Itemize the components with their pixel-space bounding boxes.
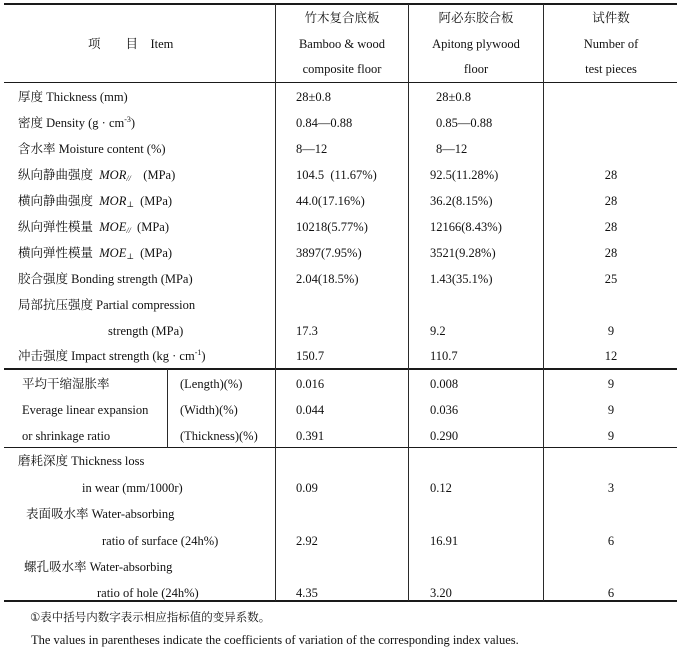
row-thickness-label: 厚度 Thickness (mm) (18, 90, 128, 104)
expansion-length-bamboo: 0.016 (296, 377, 325, 391)
table-bottom-rule (4, 600, 677, 602)
row-wear-bamboo: 0.09 (296, 481, 318, 495)
row-bonding-bamboo: 2.04(18.5%) (296, 272, 359, 286)
row-surface-absorb-label-2: ratio of surface (24h%) (102, 534, 219, 548)
row-wear-count: 3 (607, 481, 615, 495)
row-surface-absorb-label: 表面吸水率 Water-absorbing (26, 507, 175, 521)
row-moe-parallel-apitong: 12166(8.43%) (430, 220, 502, 234)
header-apitong-en2: floor (463, 62, 489, 76)
footnote-en: The values in parentheses indicate the coefficients of variation of the corresponding index values. (31, 633, 519, 647)
header-apitong-en1: Apitong plywood (432, 37, 520, 51)
row-mor-parallel-label: 纵向静曲强度 $MOR_{//}$ (MPa) (18, 168, 176, 183)
row-compression-bamboo: 17.3 (296, 324, 318, 338)
section-rule-1 (4, 368, 677, 370)
expansion-label-zh: 平均干缩湿胀率 (22, 377, 110, 391)
expansion-width-count: 9 (607, 403, 615, 417)
row-surface-absorb-count: 6 (607, 534, 615, 548)
row-mor-perpendicular-apitong: 36.2(8.15%) (430, 194, 493, 208)
table-top-rule (4, 3, 677, 5)
row-impact-count: 12 (604, 349, 618, 363)
footnote-zh: ①表中括号内数字表示相应指标值的变异系数。 (30, 610, 271, 624)
expansion-width-dim: (Width)(%) (180, 403, 238, 417)
row-density-label: 密度 Density $(g \cdot cm^{-3})$ (18, 115, 136, 130)
row-bonding-count: 25 (604, 272, 618, 286)
row-compression-count: 9 (607, 324, 615, 338)
row-impact-bamboo: 150.7 (296, 349, 325, 363)
row-moisture-bamboo: 8—12 (296, 142, 328, 156)
expansion-width-bamboo: 0.044 (296, 403, 325, 417)
header-apitong-zh: 阿必东胶合板 (438, 11, 514, 25)
expansion-label-en1: Everage linear expansion (22, 403, 149, 417)
row-hole-absorb-label: 螺孔吸水率 Water-absorbing (24, 560, 173, 574)
column-divider-1 (275, 4, 276, 601)
header-count-en2: test pieces (585, 62, 637, 76)
row-moisture-label: 含水率 Moisture content (%) (18, 142, 166, 156)
row-moe-parallel-count: 28 (604, 220, 618, 234)
section-rule-2 (4, 447, 677, 448)
expansion-length-count: 9 (607, 377, 615, 391)
column-divider-2 (408, 4, 409, 601)
row-hole-absorb-count: 6 (607, 586, 615, 600)
expansion-thickness-count: 9 (607, 429, 615, 443)
expansion-thickness-apitong: 0.290 (430, 429, 459, 443)
expansion-thickness-dim: (Thickness)(%) (180, 429, 258, 443)
expansion-width-apitong: 0.036 (430, 403, 459, 417)
header-count-zh: 试件数 (592, 11, 630, 25)
column-divider-3 (543, 4, 544, 601)
header-count-en1: Number of (583, 37, 639, 51)
row-bonding-label: 胶合强度 Bonding strength (MPa) (18, 272, 193, 286)
row-moisture-apitong: 8—12 (436, 142, 468, 156)
row-hole-absorb-apitong: 3.20 (430, 586, 452, 600)
row-thickness-bamboo: 28±0.8 (296, 90, 331, 104)
row-wear-apitong: 0.12 (430, 481, 452, 495)
row-compression-label-2: strength (MPa) (108, 324, 184, 338)
row-wear-label: 磨耗深度 Thickness loss (18, 454, 145, 468)
header-bamboo-zh: 竹木复合底板 (304, 11, 380, 25)
row-moe-perpendicular-label: 横向弹性模量 $MOE_\perp$ (MPa) (18, 246, 173, 261)
row-mor-perpendicular-bamboo: 44.0(17.16%) (296, 194, 365, 208)
row-moe-parallel-bamboo: 10218(5.77%) (296, 220, 368, 234)
header-bottom-rule (4, 82, 677, 83)
row-moe-perpendicular-count: 28 (604, 246, 618, 260)
row-mor-perpendicular-count: 28 (604, 194, 618, 208)
row-hole-absorb-label-2: ratio of hole (24h%) (97, 586, 199, 600)
row-hole-absorb-bamboo: 4.35 (296, 586, 318, 600)
row-mor-parallel-apitong: 92.5(11.28%) (430, 168, 499, 182)
row-bonding-apitong: 1.43(35.1%) (430, 272, 493, 286)
row-compression-label: 局部抗压强度 Partial compression (18, 298, 196, 312)
expansion-length-dim: (Length)(%) (180, 377, 243, 391)
row-compression-apitong: 9.2 (430, 324, 446, 338)
expansion-sub-divider (167, 369, 168, 448)
row-wear-label-2: in wear (mm/1000r) (82, 481, 183, 495)
expansion-thickness-bamboo: 0.391 (296, 429, 325, 443)
row-thickness-apitong: 28±0.8 (436, 90, 471, 104)
row-moe-perpendicular-bamboo: 3897(7.95%) (296, 246, 362, 260)
expansion-label-en2: or shrinkage ratio (22, 429, 111, 443)
row-surface-absorb-bamboo: 2.92 (296, 534, 318, 548)
header-bamboo-en2: composite floor (302, 62, 382, 76)
row-mor-perpendicular-label: 横向静曲强度 $MOR_\perp$ (MPa) (18, 194, 173, 209)
header-item: 项 目 Item (88, 37, 174, 51)
row-surface-absorb-apitong: 16.91 (430, 534, 459, 548)
row-impact-label: 冲击强度 Impact strength $(kg \cdot cm^{-1})$ (18, 348, 206, 363)
header-bamboo-en1: Bamboo & wood (298, 37, 386, 51)
row-mor-parallel-count: 28 (604, 168, 618, 182)
row-density-apitong: 0.85—0.88 (436, 116, 493, 130)
row-impact-apitong: 110.7 (430, 349, 458, 363)
row-moe-perpendicular-apitong: 3521(9.28%) (430, 246, 496, 260)
row-mor-parallel-bamboo: 104.5 (11.67%) (296, 168, 377, 182)
row-density-bamboo: 0.84—0.88 (296, 116, 353, 130)
row-moe-parallel-label: 纵向弹性模量 $MOE_{//}$ (MPa) (18, 220, 169, 235)
expansion-length-apitong: 0.008 (430, 377, 459, 391)
